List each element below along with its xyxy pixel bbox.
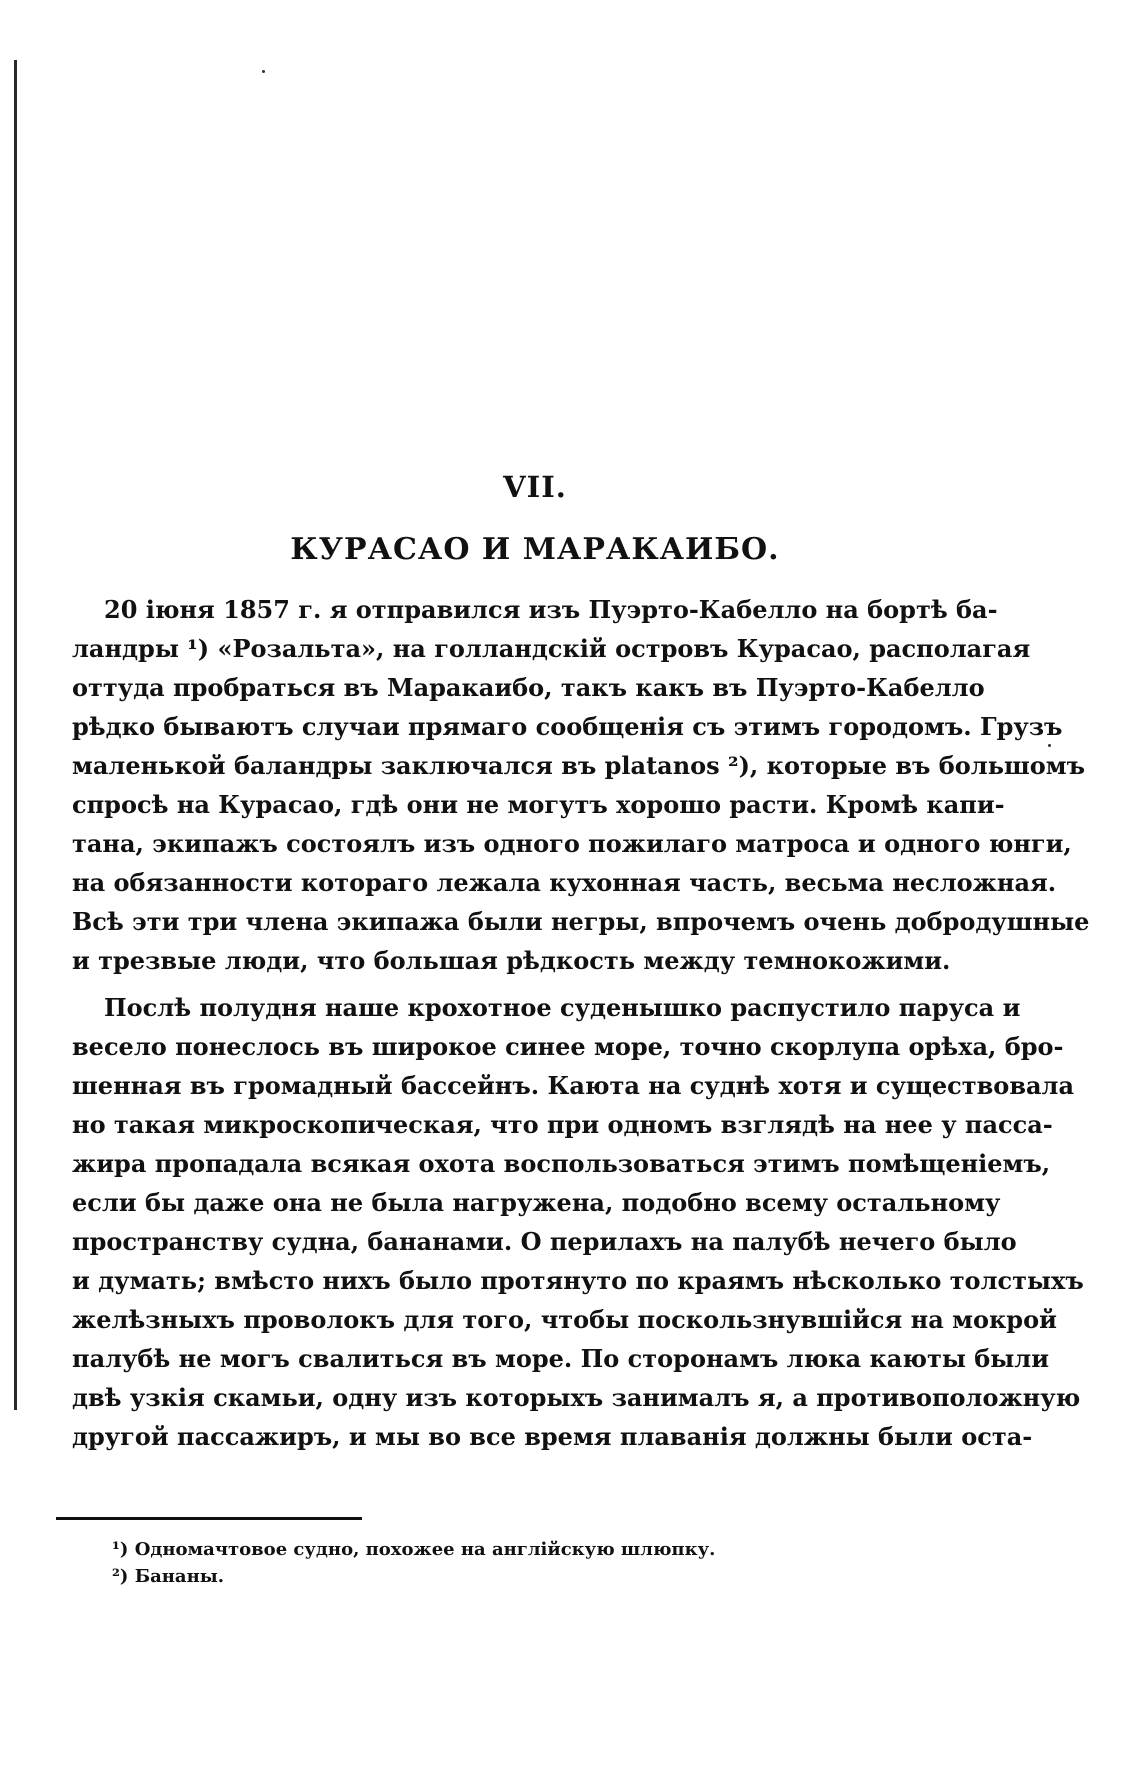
text-line: жира пропадала всякая охота воспользоваться этимъ помѣщеніемъ, [72,1149,1051,1178]
print-speck [262,70,265,73]
footnote-text: Бананы. [134,1566,225,1587]
text-line: маленькой баландры заключался въ platanos ²), которые въ большомъ [72,751,1086,780]
paragraph-2 [72,988,1084,1456]
text-line: пространству судна, бананами. О перилахъ на палубѣ нечего было [72,1227,1017,1256]
chapter-title: КУРАСАО И МАРАКАИБО. [290,532,780,567]
text-line: но такая микроскопическая, что при одномъ взглядѣ на нее у пасса- [72,1110,1053,1139]
text-line: желѣзныхъ проволокъ для того, чтобы поскользнувшійся на мокрой [72,1305,1057,1334]
text-line: Послѣ полудня наше крохотное суденышко распустило паруса и [104,993,1021,1022]
text-line: другой пассажиръ, и мы во все время плаванія должны были оста- [72,1422,1033,1451]
text-line: рѣдко бываютъ случаи прямаго сообщенія съ этимъ городомъ. Грузъ [72,712,1063,741]
body-text [72,590,1090,1456]
chapter-number: VII. [503,470,567,504]
print-speck [1048,744,1051,747]
footnote-divider [56,1517,362,1520]
text-line: Всѣ эти три члена экипажа были негры, впрочемъ очень добродушные [72,907,1090,936]
text-line: если бы даже она не была нагружена, подобно всему остальному [72,1188,1001,1217]
text-line: на обязанности котораго лежала кухонная часть, весьма несложная. [72,868,1057,897]
footnote-2 [112,1563,715,1590]
text-line: тана, экипажъ состоялъ изъ одного пожилаго матроса и одного юнги, [72,829,1072,858]
footnote-mark: ²) [112,1566,129,1587]
text-line: и думать; вмѣсто нихъ было протянуто по краямъ нѣсколько толстыхъ [72,1266,1084,1295]
text-line: палубѣ не могъ свалиться въ море. По сторонамъ люка каюты были [72,1344,1050,1373]
text-line: и трезвые люди, что большая рѣдкость между темнокожими. [72,946,951,975]
footnote-1 [112,1536,715,1563]
text-line: 20 іюня 1857 г. я отправился изъ Пуэрто-Кабелло на бортѣ ба- [104,595,998,624]
text-line: двѣ узкія скамьи, одну изъ которыхъ занималъ я, а противоположную [72,1383,1081,1412]
text-line: весело понеслось въ широкое синее море, точно скорлупа орѣха, бро- [72,1032,1064,1061]
footnotes [112,1536,715,1590]
footnote-mark: ¹) [112,1539,129,1560]
page-edge-line [14,60,17,1410]
text-line: шенная въ громадный бассейнъ. Каюта на суднѣ хотя и существовала [72,1071,1075,1100]
footnote-text: Одномачтовое судно, похожее на англійскую шлюпку. [134,1539,716,1560]
text-line: оттуда пробраться въ Маракаибо, такъ какъ въ Пуэрто-Кабелло [72,673,985,702]
paragraph-1 [72,590,1090,980]
text-line: ландры ¹) «Розальта», на голландскій островъ Курасао, располагая [72,634,1031,663]
text-line: спросѣ на Курасао, гдѣ они не могутъ хорошо расти. Кромѣ капи- [72,790,1005,819]
